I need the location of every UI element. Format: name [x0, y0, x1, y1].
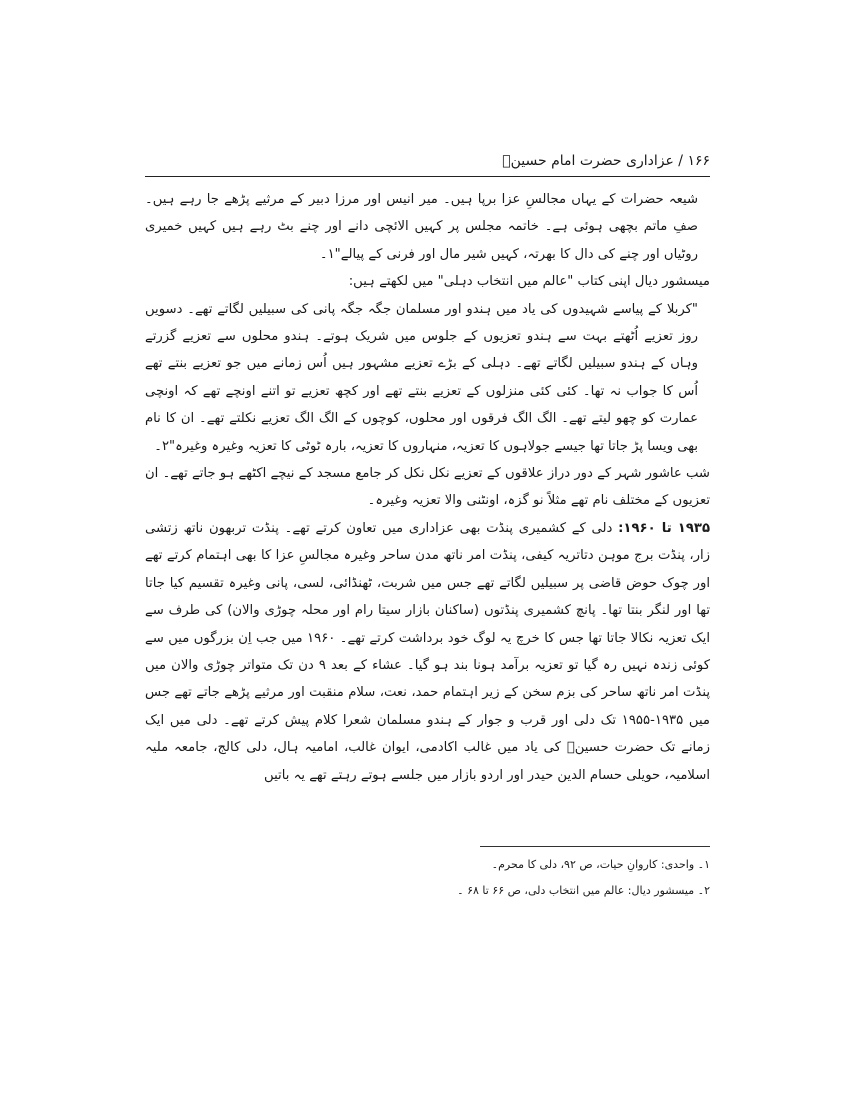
paragraph-5 [145, 515, 710, 789]
footnotes [400, 852, 710, 904]
year-range-heading: ۱۹۳۵ تا ۱۹۶۰: [618, 520, 710, 536]
page-number: ۱۶۶ [687, 153, 710, 169]
footnote-1: ۱۔ واحدی: کاروانِ حیات، ص ۹۲، دلی کا محرم۔ [491, 858, 710, 871]
paragraph-4: شب عاشور شہر کے دور دراز علاقوں کے تعزیے نکل نکل کر جامع مسجد کے نیچے اکٹھے ہو جاتے تھے۔ ان تعزیوں کے مختلف نام تھے مثلاً نو گزہ، اونٹنی والا تعزیہ وغیرہ۔ [145, 466, 710, 509]
main-text [145, 186, 710, 789]
paragraph-1: شیعہ حضرات کے یہاں مجالسِ عزا برپا ہیں۔ میر انیس اور مرزا دبیر کے مرثیے پڑھے جا رہے ہیں۔ صفِ ماتم بچھی ہوئی ہے۔ خاتمہ مجلس پر کہیں الائچی دانے اور چنے بٹ رہے ہیں کہیں خمیری روٹیاں اور چنے کی دال کا بھرتہ، کہیں شیر مال اور فرنی کے پیالے"۱۔ [145, 192, 698, 262]
header-rule [145, 176, 710, 177]
book-title: عزاداری حضرت امام حسینؑ [502, 153, 674, 169]
paragraph-2: میسشور دیال اپنی کتاب "عالم میں انتخاب دہلی" میں لکھتے ہیں: [348, 274, 710, 290]
footnote-2: ۲۔ میسشور دیال: عالم میں انتخاب دلی، ص ۶۶ تا ۶۸ ۔ [457, 884, 710, 897]
paragraph-5-text: دلی کے کشمیری پنڈت بھی عزاداری میں تعاون کرتے تھے۔ پنڈت تربھون ناتھ زتشی زار، پنڈت برج موہن دتاتریہ کیفی، پنڈت امر ناتھ مدن ساحر وغیرہ مجالسِ عزا کا بھی اہتمام کرتے تھے اور چوک حوض قاضی پر سبیلیں لگاتے تھے جس میں شربت، ٹھنڈائی، لسی، پانی وغیرہ تقسیم کیا جاتا تھا اور لنگر بنتا تھا۔ پانچ کشمیری پنڈتوں (ساکنان بازار سیتا رام اور محلہ چوڑی والان) کی طرف سے ایک تعزیہ نکالا جاتا تھا جس کا خرچ یہ لوگ خود برداشت کرتے تھے۔ ۱۹۶۰ میں جب اِن بزرگوں میں سے کوئی زندہ نہیں رہ گیا تو تعزیہ برآمد ہونا بند ہو گیا۔ عشاء کے بعد ۹ دن تک متواتر چوڑی والان میں پنڈت امر ناتھ ساحر کی بزم سخن کے زیر اہتمام حمد، نعت، سلام منقبت اور مرثیے پڑھے جاتے تھے جس میں ۱۹۳۵-۱۹۵۵ تک دلی اور قرب و جوار کے ہندو مسلمان شعرا کلام پیش کرتے تھے۔ دلی میں ایک زمانے تک حضرت حسینؑ کی یاد میں غالب اکادمی، ایوان غالب، امامیہ ہال، دلی کالج، جامعہ ملیہ اسلامیہ، حویلی حسام الدین حیدر اور اردو بازار میں جلسے ہوتے رہتے تھے یہ باتیں [145, 520, 711, 783]
footnote-rule [480, 846, 710, 847]
quote-paragraph: "کربلا کے پیاسے شہیدوں کی یاد میں ہندو اور مسلمان جگہ جگہ پانی کی سبیلیں لگاتے تھے۔ دسویں روز تعزیے اُٹھتے بہت سے ہندو تعزیوں کے جلوس میں شریک ہوتے۔ ہندو محلوں سے تعزیے گزرتے وہاں کے ہندو سبیلیں لگاتے تھے۔ دہلی کے بڑے تعزیے مشہور ہیں اُس زمانے میں جو تعزیے بنتے تھے اُس کا جواب نہ تھا۔ کئی کئی منزلوں کے تعزیے بنتے تھے اور کچھ تعزیے تو اتنے اونچے تھے کہ اونچی عمارت کو چھو لیتے تھے۔ الگ الگ فرقوں اور محلوں، کوچوں کے الگ الگ تعزیے نکلتے تھے۔ ان کا نام بھی ویسا پڑ جاتا تھا جیسے جولاہوں کا تعزیہ، منہاروں کا تعزیہ، بارہ ٹوٹی کا تعزیہ وغیرہ وغیرہ"۲۔ [145, 301, 698, 454]
header-separator: / [678, 153, 683, 169]
page-header [145, 148, 710, 174]
